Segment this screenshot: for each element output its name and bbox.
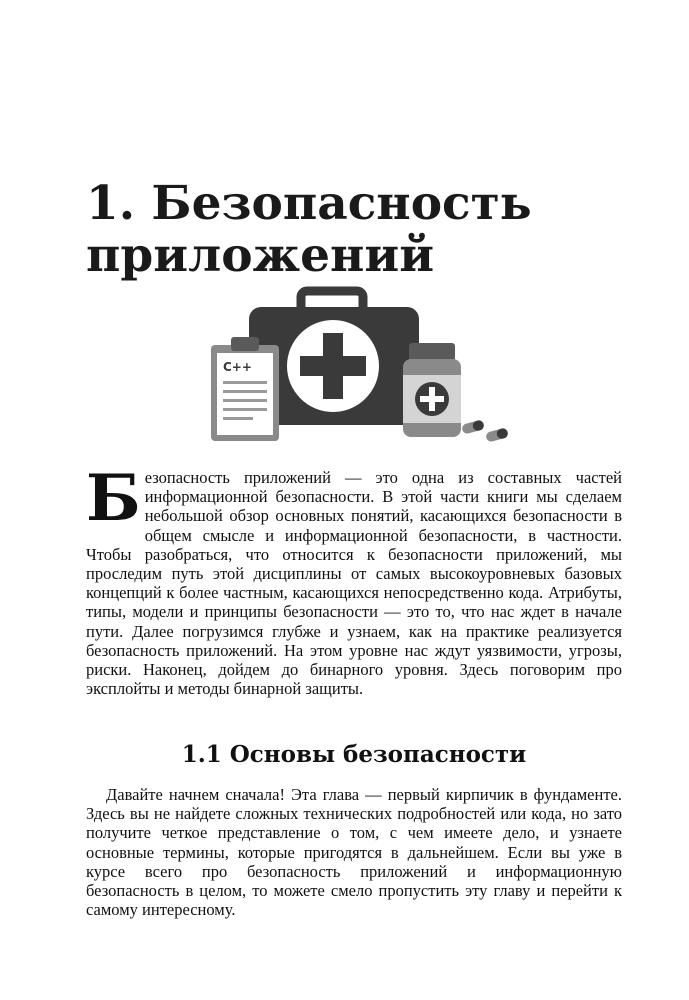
chapter-title: 1. Безопасность приложений: [86, 176, 532, 283]
section-paragraph: Давайте начнем сначала! Эта глава — первый кирпичик в фундаменте. Здесь вы не найдете сложных технических подробностей или кода, но зато получите четкое представление о том, с чем имеете дело, и узнаете основные термины, которые пригодятся в дальнейшем. Если вы уже в курсе всего про безопасность приложений и информационную безопасность в целом, то можете смело пропустить эту главу и перейти к самому интересному.: [86, 785, 622, 920]
section-title: 1.1 Основы безопасности: [181, 741, 527, 768]
clipboard-label: C++: [223, 360, 252, 374]
intro-text: езопасность приложений — это одна из составных частей информационной безопасности. В этой части книги мы сделаем небольшой обзор основных понятий, касающихся безопасности в общем смысле и информационной безопасности, в частности. Чтобы разобраться, что относится к безопасности приложений, мы проследим путь этой дисциплины от самых высокоуровневых базовых концепций к более частным, касающихся непосредственно кода. Атрибуты, типы, модели и принципы безопасности — это то, что нас ждет в начале пути. Далее погрузимся глубже и узнаем, как на практике реализуется безопасность приложений. На этом уровне нас ждут уязвимости, угрозы, риски. Наконец, дойдем до бинарного уровня. Здесь поговорим про эксплойты и методы бинарной защиты.: [86, 468, 622, 699]
pill-icon: [461, 419, 509, 442]
clipboard-icon: [211, 337, 279, 441]
intro-paragraph: [86, 461, 622, 699]
drop-cap: Б: [86, 461, 141, 536]
chapter-illustration: [205, 283, 510, 448]
medicine-bottle-icon: [403, 343, 461, 437]
